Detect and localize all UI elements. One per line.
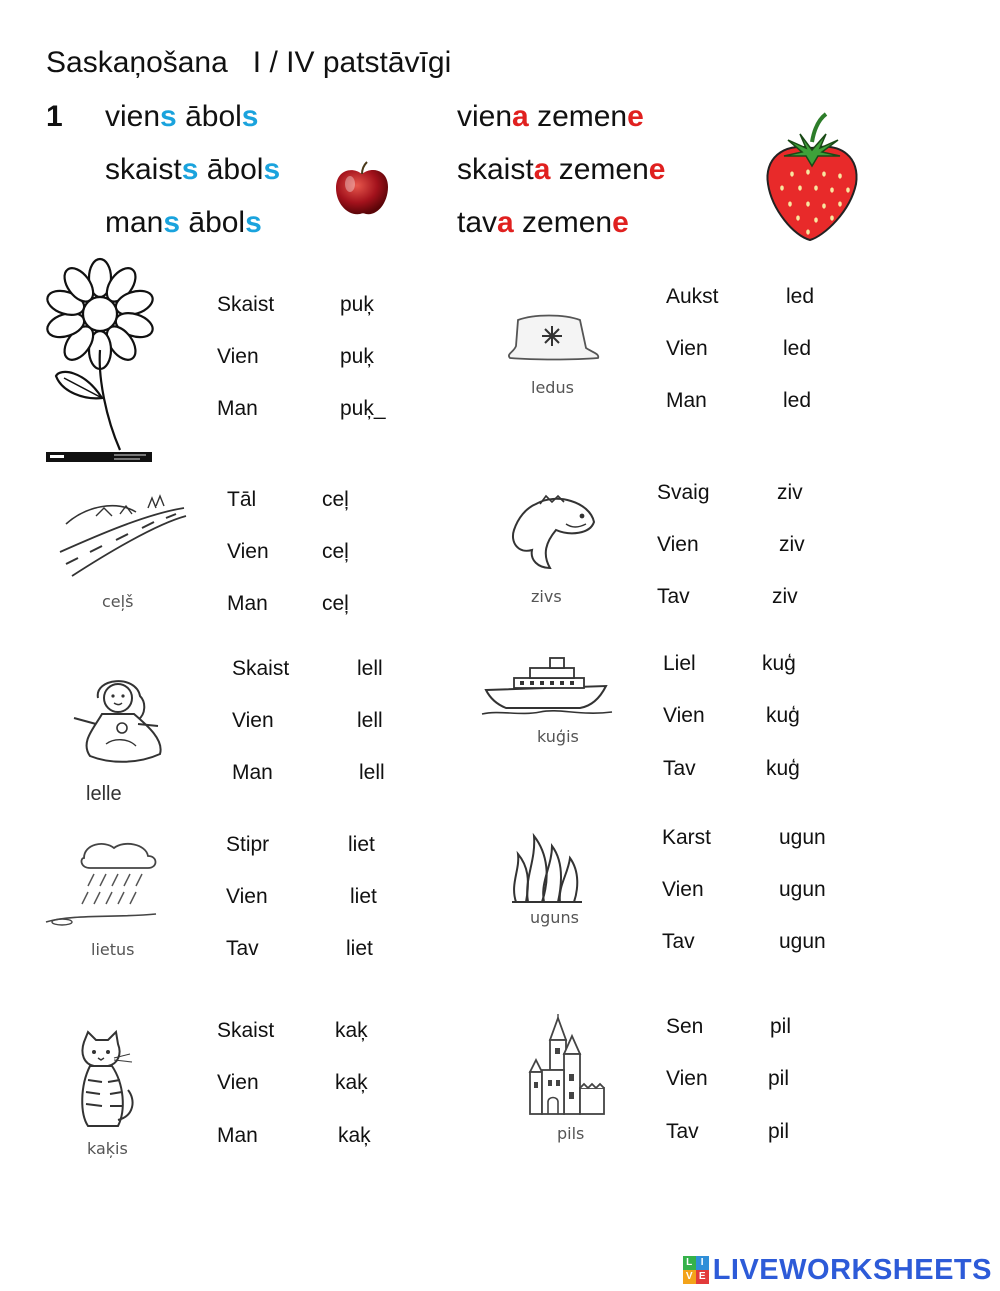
word-stem: liet <box>350 885 377 908</box>
word-stem: pil <box>768 1120 790 1143</box>
exercise-number: 1 <box>46 100 63 133</box>
liveworksheets-logo-icon: L I V E <box>683 1256 709 1284</box>
word-stem: ugun <box>779 930 826 953</box>
word-stem: lell <box>357 709 383 732</box>
fire-icon <box>508 830 586 906</box>
masculine-example-3: mans ābols <box>105 206 262 239</box>
caption-cels: ceļš <box>102 592 134 611</box>
word-stem: Sen <box>666 1015 704 1038</box>
word-stem: kuģ <box>766 704 800 727</box>
rain-icon <box>44 838 160 934</box>
word-stem: led <box>783 337 812 360</box>
word-stem: Vien <box>657 533 699 556</box>
doll-icon <box>66 668 174 770</box>
caption-lelle: lelle <box>86 783 122 805</box>
word-stem: Vien <box>226 885 268 908</box>
word-stem: Man <box>666 389 707 412</box>
word-stem: Tav <box>662 930 695 953</box>
word-stem: kaķ <box>338 1124 371 1147</box>
word-stem: Vien <box>666 337 708 360</box>
word-stem: Skaist <box>232 657 290 680</box>
word-stem: pil <box>770 1015 792 1038</box>
liveworksheets-logo <box>683 1254 992 1286</box>
word-stem: kuģ <box>762 652 796 675</box>
castle-icon <box>528 1014 606 1118</box>
word-stem: Svaig <box>657 481 710 504</box>
road-icon <box>56 494 188 578</box>
feminine-example-1: viena zemene <box>457 100 644 133</box>
caption-ledus: ledus <box>531 378 574 397</box>
word-stem: ziv <box>777 481 803 504</box>
word-stem: Karst <box>662 826 712 849</box>
ship-icon <box>480 656 616 718</box>
word-stem: Skaist <box>217 1019 275 1042</box>
word-stem: kaķ <box>335 1071 368 1094</box>
word-stem: puķ <box>340 345 374 368</box>
masculine-example-2: skaists ābols <box>105 153 281 186</box>
word-stem: ziv <box>779 533 805 556</box>
apple-icon <box>332 160 392 218</box>
word-stem: Tav <box>657 585 690 608</box>
word-stem: ceļ <box>322 592 349 615</box>
word-stem: Tav <box>226 937 259 960</box>
word-stem: Vien <box>232 709 274 732</box>
word-stem: lell <box>359 761 385 784</box>
caption-zivs: zivs <box>531 587 562 606</box>
word-stem: ziv <box>772 585 798 608</box>
word-stem: liet <box>346 937 373 960</box>
feminine-example-3: tava zemene <box>457 206 629 239</box>
fish-icon <box>506 494 602 578</box>
word-stem: ugun <box>779 826 826 849</box>
word-stem: Vien <box>227 540 269 563</box>
strawberry-icon <box>762 112 862 244</box>
word-stem: Man <box>217 397 258 420</box>
ice-icon <box>504 312 602 364</box>
cat-icon <box>74 1030 140 1132</box>
word-stem: pil <box>768 1067 790 1090</box>
word-stem: Vien <box>662 878 704 901</box>
word-stem: liet <box>348 833 375 856</box>
word-stem: Tāl <box>227 488 257 511</box>
word-stem: Man <box>217 1124 258 1147</box>
word-stem: ceļ <box>322 488 349 511</box>
word-stem: led <box>783 389 812 412</box>
caption-pils: pils <box>557 1124 585 1143</box>
word-stem: Aukst <box>666 285 719 308</box>
word-stem: puķ <box>340 293 374 316</box>
word-stem: lell <box>357 657 383 680</box>
masculine-example-1: viens ābols <box>105 100 259 133</box>
word-stem: Liel <box>663 652 696 675</box>
liveworksheets-logo-text: LIVEWORKSHEETS <box>712 1253 992 1286</box>
caption-kakis: kaķis <box>87 1139 128 1158</box>
caption-uguns: uguns <box>530 908 579 927</box>
word-stem: Vien <box>217 345 259 368</box>
word-stem: Tav <box>663 757 696 780</box>
word-stem: Vien <box>663 704 705 727</box>
flower-icon <box>44 258 156 463</box>
word-stem: kaķ <box>335 1019 368 1042</box>
caption-lietus: lietus <box>91 940 135 959</box>
word-stem: kuģ <box>766 757 800 780</box>
word-stem: ceļ <box>322 540 349 563</box>
word-stem: led <box>786 285 815 308</box>
word-stem: Skaist <box>217 293 275 316</box>
word-stem: Vien <box>666 1067 708 1090</box>
word-stem: Stipr <box>226 833 270 856</box>
word-stem: ugun <box>779 878 826 901</box>
word-stem: Man <box>232 761 273 784</box>
word-stem: Man <box>227 592 268 615</box>
word-stem: Tav <box>666 1120 699 1143</box>
feminine-example-2: skaista zemene <box>457 153 666 186</box>
word-stem: puķ_ <box>340 397 386 420</box>
page-title: Saskaņošana I / IV patstāvīgi <box>46 46 452 79</box>
caption-kugis: kuģis <box>537 727 579 746</box>
word-stem: Vien <box>217 1071 259 1094</box>
